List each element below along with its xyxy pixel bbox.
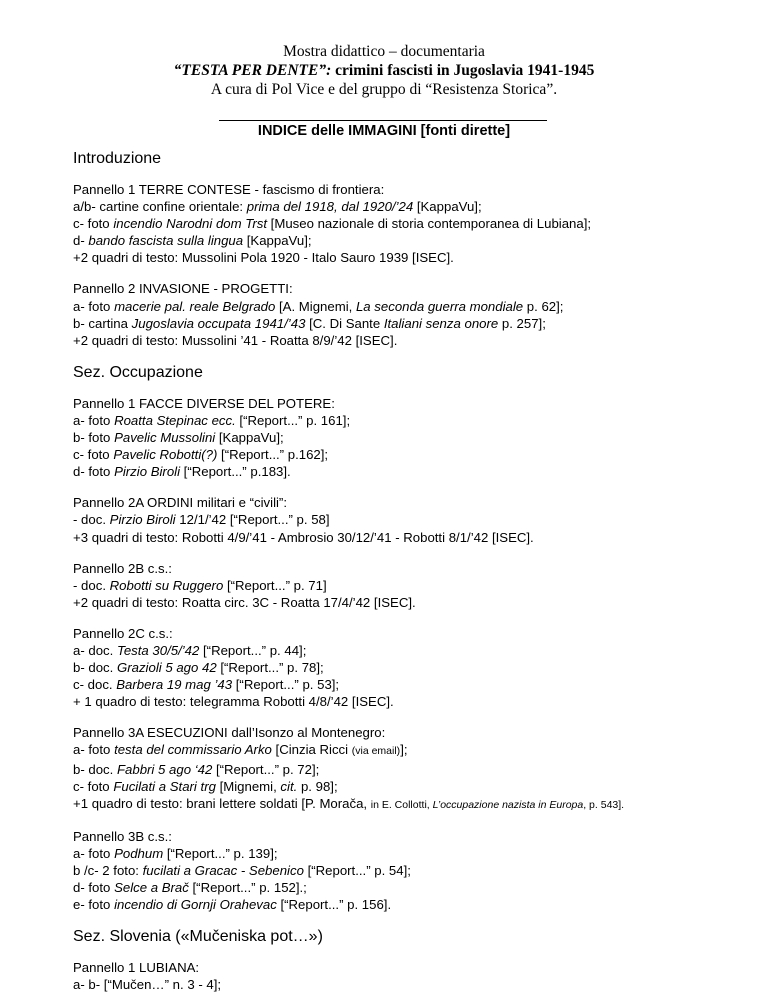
text-segment: b- foto [73,430,115,446]
panel-line [73,215,753,232]
panel-line [73,463,753,480]
text-segment: a- foto [73,845,115,861]
italic-text: bando fascista sulla lingua [88,233,244,249]
text-segment: Pannello 1 FACCE DIVERSE DEL POTERE: [73,395,335,411]
panel-line [73,828,753,845]
text-segment: (via email) [351,745,401,758]
panel-line [73,446,753,463]
text-segment: a- foto [73,742,115,758]
text-segment: p. 257]; [498,315,546,331]
text-segment: [Museo nazionale di storia contemporanea di Lubiana]; [267,216,592,232]
panel-line [73,529,753,546]
panel-line [73,232,753,249]
text-segment: + 1 quadro di testo: telegramma Robotti 4/8/’42 [ISEC]. [73,694,394,710]
italic-text: Barbera 19 mag ’43 [116,677,233,693]
exhibition-subtitle: Mostra didattico – documentaria [283,43,485,60]
text-segment: c- foto [73,216,114,232]
italic-text: Italiani senza onore [383,315,499,331]
text-segment: p. 62]; [523,298,564,314]
title-rule [219,120,547,121]
text-segment: c- foto [73,778,114,794]
text-segment: d- foto [73,464,115,480]
text-segment: 12/1/’42 [“Report...” p. 58] [175,512,330,528]
panel-entry [73,181,753,266]
text-segment: b- doc. [73,761,117,777]
exhibition-curators: A cura di Pol Vice e del gruppo di “Resistenza Storica”. [210,81,558,98]
panel-line [73,594,753,611]
italic-text: fucilati a Gracac - Sebenico [142,863,304,878]
text-segment: a- foto [73,298,115,314]
section-title: Introduzione [73,150,162,167]
text-segment: a- foto [73,412,115,428]
italic-text: La seconda guerra mondiale [355,298,524,314]
text-segment: a/b- cartine confine orientale: [73,199,247,215]
text-segment: [“Report...” p. 152].; [188,880,307,896]
text-segment: b /c- 2 foto: [73,863,143,878]
exhibition-title [0,61,768,80]
text-segment: +2 quadri di testo: Roatta circ. 3C - Roatta 17/4/’42 [ISEC]. [73,594,416,610]
text-segment: in E. Collotti, [370,798,433,811]
italic-text: macerie pal. reale Belgrado [114,298,276,314]
text-segment: Pannello 1 TERRE CONTESE - fascismo di frontiera: [73,182,385,197]
text-segment: d- foto [73,880,115,896]
panel-line [73,280,753,297]
italic-text: Testa 30/5/’42 [116,642,200,658]
italic-text: Podhum [114,845,164,861]
panel-line [73,976,753,993]
panel-line [73,625,753,642]
panel-line [73,862,753,879]
italic-text: L’occupazione nazista in Europa [432,798,584,811]
panel-line [73,198,753,215]
index-title: INDICE delle IMMAGINI [fonti dirette] [257,123,511,139]
panel-entry [73,959,753,993]
panel-entry [73,560,753,611]
panel-line [73,429,753,446]
panel-line [73,959,753,976]
text-segment: , p. 543]. [583,798,625,811]
panel-line [73,795,753,814]
text-segment: [A. Mignemi, [275,298,356,314]
italic-text: Robotti su Ruggero [109,577,224,593]
text-segment: - doc. [73,577,110,593]
text-segment: [“Report...” p. 44]; [199,642,307,658]
panel-line [73,315,753,332]
text-segment: a- doc. [73,642,117,658]
panel-line [73,511,753,528]
panel-line [73,676,753,693]
text-segment: e- foto [73,897,115,913]
panel-entry [73,395,753,480]
italic-text: Grazioli 5 ago 42 [116,660,217,676]
panel-line [73,879,753,896]
panel-line [73,412,753,429]
text-segment: [“Report...” p. 156]. [276,897,392,913]
panel-line [73,577,753,594]
text-segment: [“Report...” p.183]. [180,464,291,480]
panel-line [73,181,753,198]
text-segment: [KappaVu]; [215,430,284,446]
text-segment: [“Report...” p. 78]; [216,660,324,676]
panel-line [73,298,753,315]
text-segment: [Mignemi, [215,778,281,794]
italic-text: cit. [280,778,298,794]
italic-text: Selce a Brač [114,880,189,896]
text-segment: a- b- [“Mučen…” n. 3 - 4]; [73,977,222,993]
panel-line [73,845,753,862]
text-segment: Pannello 2B c.s.: [73,560,172,576]
panel-line [73,778,753,795]
exhibition-title-italic: “TESTA PER DENTE”: [173,62,332,79]
text-segment: Pannello 3B c.s.: [73,828,172,844]
panel-line [73,642,753,659]
panel-line [73,494,753,511]
text-segment: - doc. [73,512,110,528]
text-segment: [“Report...” p. 161]; [235,412,351,428]
panel-line [73,724,753,741]
text-segment: c- doc. [73,677,117,693]
text-segment: [“Report...” p. 53]; [232,677,340,693]
italic-text: incendio di Gornji Orahevac [114,897,277,913]
section-title: Sez. Occupazione [73,363,203,381]
panel-entry [73,724,753,813]
italic-text: Pirzio Biroli [114,464,181,480]
text-segment: Pannello 2C c.s.: [73,625,173,641]
text-segment: [“Report...” p. 71] [223,577,327,593]
panel-line [73,741,753,760]
panel-line [73,560,753,577]
panel-entry [73,625,753,710]
panel-line [73,659,753,676]
text-segment: p. 98]; [297,778,338,794]
italic-text: Fabbri 5 ago ‘42 [116,761,213,777]
italic-text: Pavelic Robotti(?) [113,447,218,463]
italic-text: Roatta Stepinac ecc. [114,412,236,428]
index-content [73,149,753,1007]
panel-line [73,896,753,913]
text-segment: Pannello 3A ESECUZIONI dall’Isonzo al Montenegro: [73,725,386,741]
text-segment: [“Report...” p. 72]; [212,761,320,777]
text-segment: +1 quadro di testo: brani lettere soldati [P. Morača, [73,795,371,811]
panel-line [73,332,753,349]
text-segment: [KappaVu]; [243,233,312,249]
text-segment: Pannello 2 INVASIONE - PROGETTI: [73,281,293,297]
text-segment: ]; [400,742,408,758]
italic-text: Fucilati a Stari trg [113,778,216,794]
panel-entry [73,494,753,545]
text-segment: [Cinzia Ricci [271,742,352,758]
italic-text: testa del commissario Arko [114,742,272,758]
text-segment: b- cartina [73,315,132,331]
section-title: Sez. Slovenia («Mučeniska pot…») [73,928,323,946]
text-segment: c- foto [73,447,114,463]
text-segment: [C. Di Sante [305,315,384,331]
panel-line [73,693,753,710]
italic-text: incendio Narodni dom Trst [113,216,267,232]
italic-text: Pavelic Mussolini [114,430,216,446]
text-segment: b- doc. [73,660,117,676]
italic-text: Pirzio Biroli [109,512,176,528]
text-segment: d- [73,233,89,249]
text-segment: [KappaVu]; [413,199,482,215]
text-segment: Pannello 1 LUBIANA: [73,960,200,976]
text-segment: [“Report...” p. 54]; [303,863,411,878]
panel-line [73,395,753,412]
italic-text: prima del 1918, dal 1920/’24 [246,199,414,215]
text-segment: +3 quadri di testo: Robotti 4/9/’41 - Ambrosio 30/12/’41 - Robotti 8/1/’42 [ISEC]. [73,529,534,545]
italic-text: Jugoslavia occupata 1941/’43 [131,315,306,331]
text-segment: Pannello 2A ORDINI militari e “civili”: [73,495,287,511]
exhibition-title-rest: crimini fascisti in Jugoslavia 1941-1945 [331,62,595,79]
document-header [0,42,768,99]
text-segment: +2 quadri di testo: Mussolini Pola 1920 - Italo Sauro 1939 [ISEC]. [73,250,454,266]
text-segment: [“Report...” p.162]; [217,447,329,463]
panel-line [73,249,753,266]
text-segment: +2 quadri di testo: Mussolini ’41 - Roatta 8/9/’42 [ISEC]. [73,332,398,348]
panel-entry [73,280,753,348]
text-segment: [“Report...” p. 139]; [163,845,278,861]
panel-entry [73,828,753,913]
panel-line [73,761,753,778]
